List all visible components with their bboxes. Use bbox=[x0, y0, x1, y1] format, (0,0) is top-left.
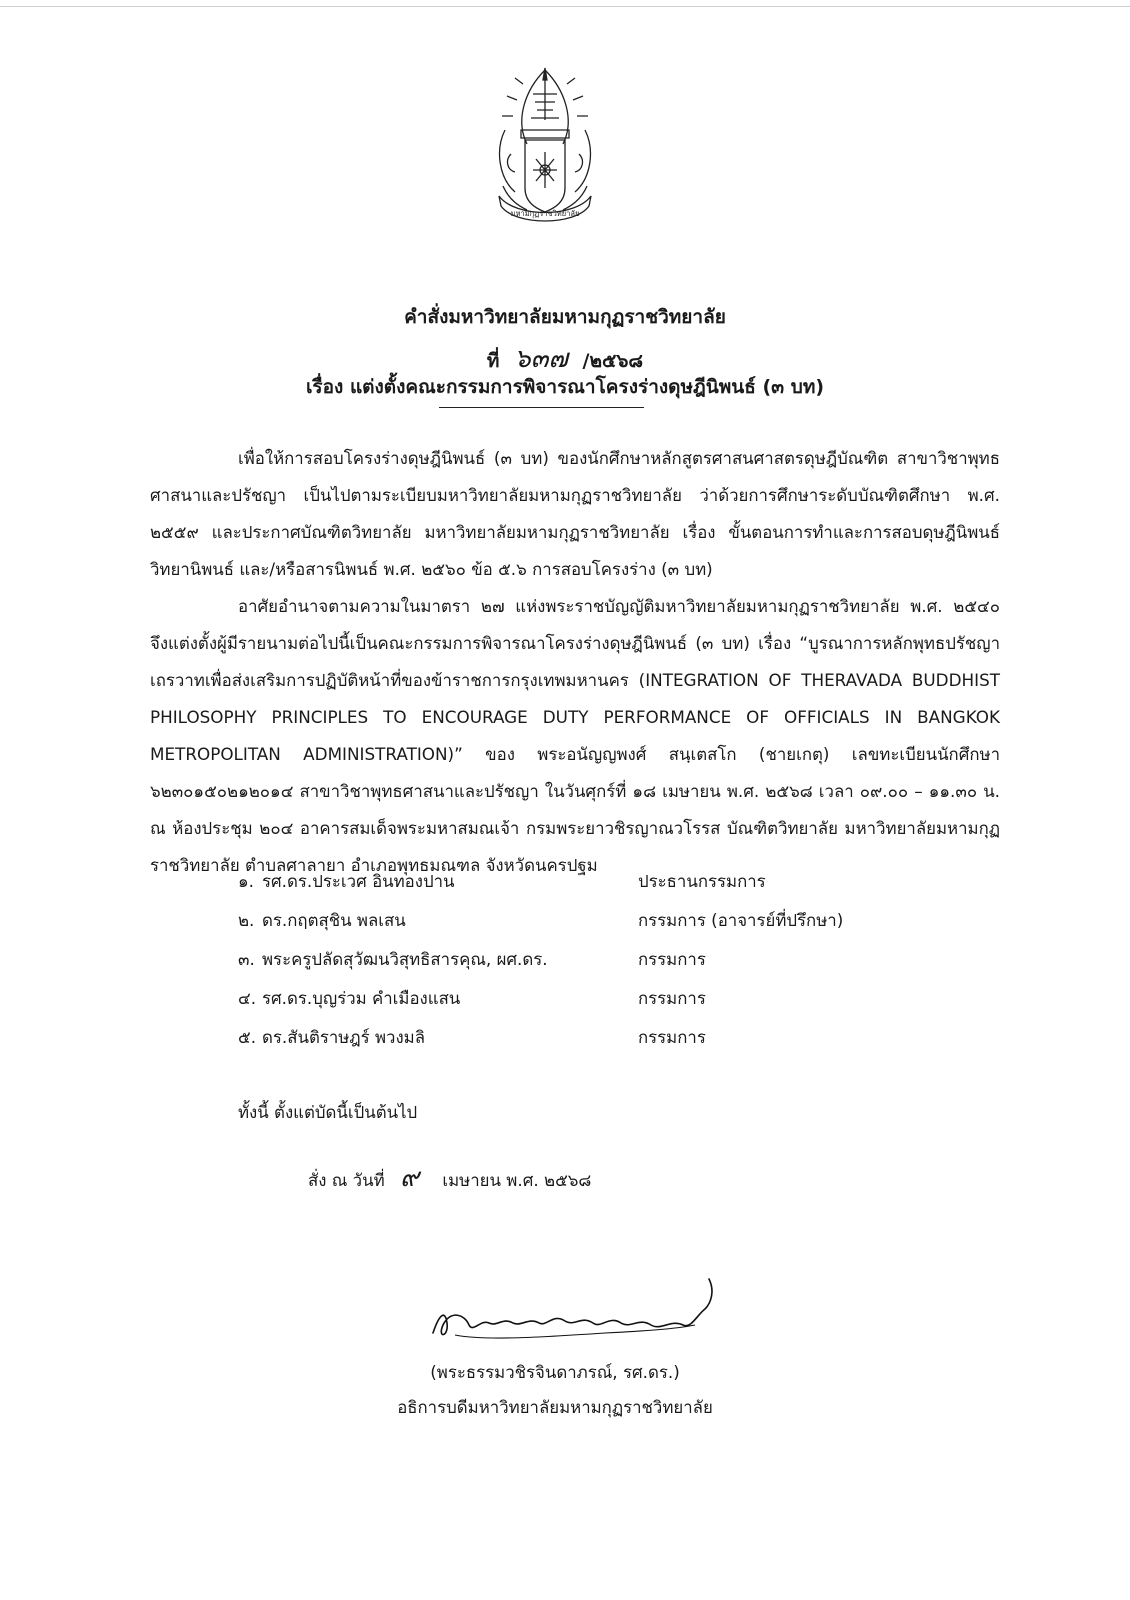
order-number-prefix: ที่ bbox=[486, 350, 500, 372]
member-name: พระครูปลัดสุวัฒนวิสุทธิสารคุณ, ผศ.ดร. bbox=[262, 949, 548, 969]
member-number: ๕. bbox=[238, 1027, 257, 1047]
member-name: ดร.กฤตสุชิน พลเสน bbox=[262, 910, 406, 930]
paragraph-purpose: เพื่อให้การสอบโครงร่างดุษฎีนิพนธ์ (๓ บท) ของนักศึกษาหลักสูตรศาสนศาสตรดุษฎีบัณฑิต สาขาวิชาพุทธศาสนาและปรัชญา เป็นไปตามระเบียบมหาวิทยาลัยมหามกุฏราชวิทยาลัย ว่าด้วยการศึกษาระดับบัณฑิตศึกษา พ.ศ. ๒๕๕๙ และประกาศบัณฑิตวิทยาลัย มหาวิทยาลัยมหามกุฏราชวิทยาลัย เรื่อง ขั้นตอนการทำและการสอบดุษฎีนิพนธ์ วิทยานิพนธ์ และ/หรือสารนิพนธ์ พ.ศ. ๒๕๖๐ ข้อ ๕.๖ การสอบโครงร่าง (๓ บท) bbox=[150, 448, 1000, 579]
member-role: กรรมการ bbox=[638, 988, 706, 1008]
signature bbox=[425, 1275, 725, 1355]
signer-name: (พระธรรมวชิรจินดาภรณ์, รศ.ดร.) bbox=[430, 1362, 680, 1382]
member-role: กรรมการ bbox=[638, 1027, 706, 1047]
order-title: คำสั่งมหาวิทยาลัยมหามกุฏราชวิทยาลัย bbox=[404, 306, 726, 328]
member-role: กรรมการ bbox=[638, 949, 706, 969]
committee-member bbox=[238, 901, 938, 940]
member-name: ดร.สันติราษฎร์ พวงมลิ bbox=[262, 1027, 425, 1047]
date-day-handwritten: ๙ bbox=[399, 1163, 420, 1193]
committee-member bbox=[238, 940, 938, 979]
member-role: กรรมการ (อาจารย์ที่ปรึกษา) bbox=[638, 910, 844, 930]
signer-position: อธิการบดีมหาวิทยาลัยมหามกุฏราชวิทยาลัย bbox=[397, 1397, 713, 1417]
member-name: รศ.ดร.ประเวศ อินทองปาน bbox=[262, 871, 455, 891]
member-number: ๔. bbox=[238, 988, 257, 1008]
committee-member bbox=[238, 1018, 938, 1057]
member-number: ๓. bbox=[238, 949, 255, 969]
member-role: ประธานกรรมการ bbox=[638, 871, 766, 891]
order-subject: เรื่อง แต่งตั้งคณะกรรมการพิจารณาโครงร่างดุษฎีนิพนธ์ (๓ บท) bbox=[305, 376, 825, 398]
top-border-line bbox=[0, 6, 1130, 7]
date-prefix: สั่ง ณ วันที่ bbox=[308, 1170, 385, 1190]
member-name: รศ.ดร.บุญร่วม คำเมืองแสน bbox=[262, 988, 461, 1008]
paragraph-authority: อาศัยอำนาจตามความในมาตรา ๒๗ แห่งพระราชบัญญัติมหาวิทยาลัยมหามกุฏราชวิทยาลัย พ.ศ. ๒๕๔๐ จึงแต่งตั้งผู้มีรายนามต่อไปนี้เป็นคณะกรรมการพิจารณาโครงร่างดุษฎีนิพนธ์ (๓ บท) เรื่อง “บูรณาการหลักพุทธปรัชญาเถรวาทเพื่อส่งเสริมการปฏิบัติหน้าที่ของข้าราชการกรุงเทพมหานคร (INTEGRATION OF THERAVADA BUDDHIST PHILOSOPHY PRINCIPLES TO ENCOURAGE DUTY PERFORMANCE OF OFFICIALS IN BANGKOK METROPOLITAN ADMINISTRATION)” ของ พระอนัญญพงศ์ สนฺเตสโก (ชายเกตุ) เลขทะเบียนนักศึกษา ๖๒๓๐๑๕๐๒๑๒๐๑๔ สาขาวิชาพุทธศาสนาและปรัชญา ในวันศุกร์ที่ ๑๘ เมษายน พ.ศ. ๒๕๖๘ เวลา ๐๙.๐๐ – ๑๑.๓๐ น. ณ ห้องประชุม ๒๐๔ อาคารสมเด็จพระมหาสมณเจ้า กรมพระยาวชิรญาณวโรรส บัณฑิตวิทยาลัย มหาวิทยาลัยมหามกุฏราชวิทยาลัย ตำบลศาลายา อำเภอพุทธมณฑล จังหวัดนครปฐม bbox=[150, 596, 1000, 875]
title-divider bbox=[439, 407, 644, 408]
order-number-handwritten: ๖๓๗ bbox=[514, 344, 568, 374]
member-number: ๒. bbox=[238, 910, 255, 930]
effective-statement: ทั้งนี้ ตั้งแต่บัดนี้เป็นต้นไป bbox=[238, 1102, 418, 1122]
committee-member bbox=[238, 862, 938, 901]
university-emblem bbox=[485, 60, 605, 245]
emblem-ribbon-text: มหามกุฏราชวิทยาลัย bbox=[510, 209, 580, 218]
committee-member bbox=[238, 979, 938, 1018]
date-month-year: เมษายน พ.ศ. ๒๕๖๘ bbox=[442, 1170, 592, 1190]
order-date bbox=[308, 1157, 591, 1198]
committee-list bbox=[238, 862, 938, 1057]
member-number: ๑. bbox=[238, 871, 254, 891]
order-number-suffix: /๒๕๖๘ bbox=[582, 350, 644, 372]
